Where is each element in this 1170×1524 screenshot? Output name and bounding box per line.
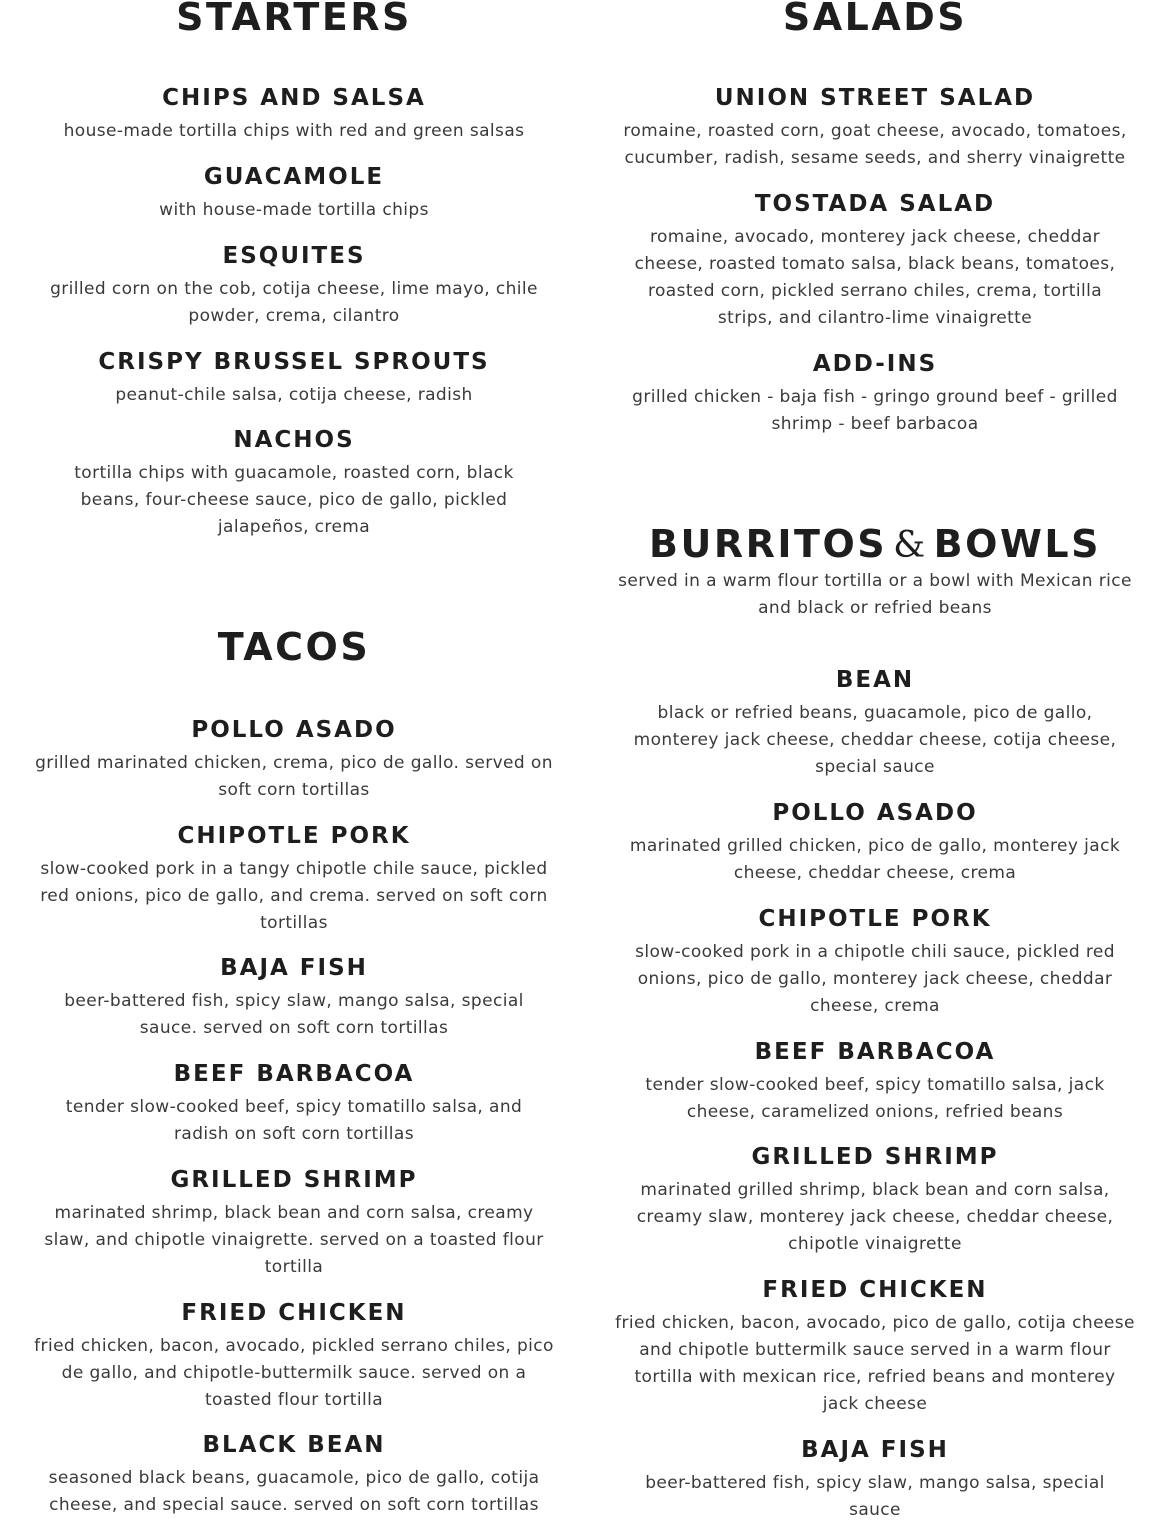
menu-item	[34, 426, 554, 541]
item-description: fried chicken, bacon, avocado, pickled serrano chiles, pico de gallo, and chipotle-buttermilk sauce. served on a toasted flour tortilla	[34, 1336, 554, 1410]
menu-item	[34, 716, 554, 804]
salads-title: SALADS	[782, 0, 968, 39]
menu-item	[614, 666, 1136, 781]
tacos-title: TACOS	[217, 625, 371, 669]
item-description: marinated grilled shrimp, black bean and corn salsa, creamy slaw, monterey jack cheese, cheddar cheese, chipotle vinaigrette	[636, 1180, 1114, 1254]
item-description: peanut-chile salsa, cotija cheese, radish	[115, 385, 473, 405]
menu-item	[34, 822, 554, 937]
item-description: tortilla chips with guacamole, roasted corn, black beans, four-cheese sauce, pico de gallo, pickled jalapeños, crema	[74, 463, 514, 537]
item-description: tender slow-cooked beef, spicy tomatillo salsa, jack cheese, caramelized onions, refried beans	[645, 1075, 1105, 1122]
item-name: BAJA FISH	[801, 1437, 949, 1463]
item-name: TOSTADA SALAD	[754, 191, 996, 217]
item-description: beer-battered fish, spicy slaw, mango salsa, special sauce. served on soft corn tortillas	[64, 991, 524, 1038]
item-name: BEEF BARBACOA	[173, 1061, 415, 1087]
right-column	[614, 0, 1136, 1520]
item-name: BEEF BARBACOA	[754, 1039, 996, 1065]
menu-item	[614, 1276, 1136, 1418]
menu-item	[34, 84, 554, 145]
menu-item	[614, 799, 1136, 887]
item-name: BEAN	[835, 667, 915, 693]
menu-item	[34, 242, 554, 330]
item-description: romaine, roasted corn, goat cheese, avocado, tomatoes, cucumber, radish, sesame seeds, and sherry vinaigrette	[623, 121, 1127, 168]
item-name: POLLO ASADO	[772, 800, 978, 826]
menu-item	[614, 905, 1136, 1020]
menu-item	[614, 190, 1136, 332]
starters-title: STARTERS	[176, 0, 412, 39]
item-description: tender slow-cooked beef, spicy tomatillo salsa, and radish on soft corn tortillas	[65, 1097, 523, 1144]
menu-item	[614, 350, 1136, 438]
item-name: ESQUITES	[222, 243, 366, 269]
item-name: GRILLED SHRIMP	[170, 1167, 418, 1193]
item-description: romaine, avocado, monterey jack cheese, cheddar cheese, roasted tomato salsa, black beans, tomatoes, roasted corn, pickled serrano chiles, crema, tortilla strips, and cilantro-lime vinaigrette	[634, 227, 1116, 328]
menu-item	[614, 1436, 1136, 1524]
item-description: slow-cooked pork in a chipotle chili sauce, pickled red onions, pico de gallo, monterey jack cheese, cheddar cheese, crema	[635, 942, 1115, 1016]
menu-item	[34, 1166, 554, 1281]
menu-item	[614, 84, 1136, 172]
item-description: seasoned black beans, guacamole, pico de gallo, cotija cheese, and special sauce. served on soft corn tortillas	[48, 1468, 540, 1515]
burritos-title-word: BURRITOS	[649, 522, 888, 566]
item-description: marinated grilled chicken, pico de gallo, monterey jack cheese, cheddar cheese, crema	[629, 836, 1121, 883]
item-name: CHIPOTLE PORK	[758, 906, 992, 932]
item-name: BAJA FISH	[220, 955, 368, 981]
menu-item	[614, 1143, 1136, 1258]
menu-item	[34, 954, 554, 1042]
item-description: black or refried beans, guacamole, pico de gallo, monterey jack cheese, cheddar cheese, cotija cheese, special sauce	[633, 703, 1117, 777]
menu-item	[34, 163, 554, 224]
item-name: FRIED CHICKEN	[762, 1277, 988, 1303]
item-name: GRILLED SHRIMP	[751, 1144, 999, 1170]
item-description: beer-battered fish, spicy slaw, mango salsa, special sauce	[645, 1473, 1105, 1520]
menu-item	[34, 1431, 554, 1519]
menu-item	[34, 1060, 554, 1148]
item-name: FRIED CHICKEN	[181, 1300, 407, 1326]
menu-item	[34, 348, 554, 409]
item-name: GUACAMOLE	[203, 164, 385, 190]
item-name: BLACK BEAN	[202, 1432, 386, 1458]
item-description: grilled corn on the cob, cotija cheese, lime mayo, chile powder, crema, cilantro	[50, 279, 538, 326]
item-description: house-made tortilla chips with red and green salsas	[63, 121, 525, 141]
bowls-title-word: BOWLS	[933, 522, 1101, 566]
item-name: NACHOS	[233, 427, 355, 453]
item-description: marinated shrimp, black bean and corn salsa, creamy slaw, and chipotle vinaigrette. served on a toasted flour tortilla	[44, 1203, 544, 1277]
item-description: grilled chicken - baja fish - gringo ground beef - grilled shrimp - beef barbacoa	[632, 387, 1118, 434]
item-description: slow-cooked pork in a tangy chipotle chile sauce, pickled red onions, pico de gallo, and crema. served on soft corn tortillas	[40, 859, 548, 933]
menu-item	[614, 1038, 1136, 1126]
item-name: POLLO ASADO	[191, 717, 397, 743]
ampersand: &	[893, 525, 928, 566]
item-name: CHIPS AND SALSA	[162, 85, 426, 111]
item-name: ADD-INS	[812, 351, 938, 377]
item-name: CRISPY BRUSSEL SPROUTS	[98, 349, 490, 375]
menu-item	[34, 1299, 554, 1414]
item-name: CHIPOTLE PORK	[177, 823, 411, 849]
item-description: with house-made tortilla chips	[159, 200, 429, 220]
item-description: grilled marinated chicken, crema, pico de gallo. served on soft corn tortillas	[35, 753, 553, 800]
burritos-subtitle: served in a warm flour tortilla or a bowl with Mexican rice and black or refried beans	[618, 571, 1132, 618]
item-description: fried chicken, bacon, avocado, pico de gallo, cotija cheese and chipotle buttermilk sauce served in a warm flour tortilla with mexican rice, refried beans and monterey jack cheese	[615, 1313, 1135, 1414]
burritos-bowls-title	[614, 524, 1136, 566]
item-name: UNION STREET SALAD	[714, 85, 1036, 111]
left-column	[34, 0, 554, 1515]
